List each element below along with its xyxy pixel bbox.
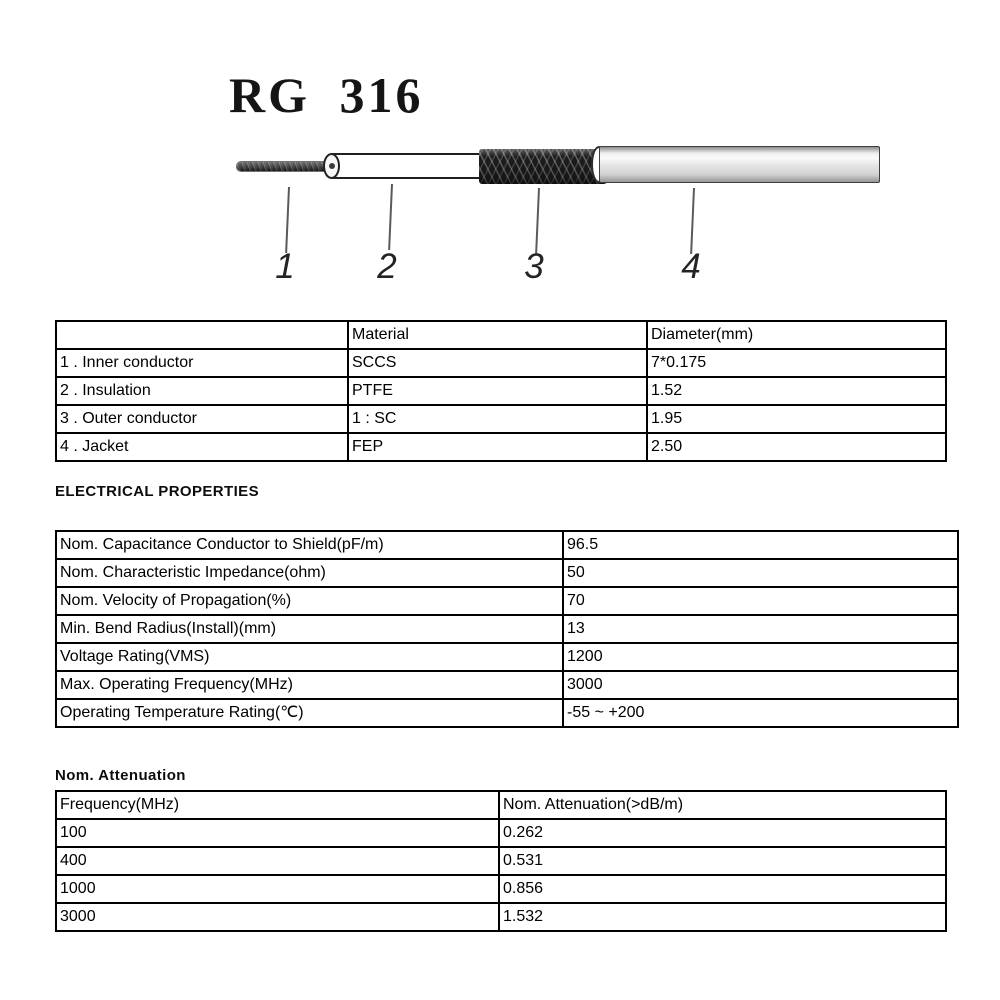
table-cell: 100 [56,819,499,847]
table-cell: SCCS [348,349,647,377]
table-row [56,847,946,875]
table-cell: 70 [563,587,958,615]
table-row [56,643,958,671]
page-title: RG 316 [229,67,424,123]
outer-conductor-braid-graphic [479,149,607,184]
construction-table [55,320,947,462]
callout-line-3 [535,188,540,254]
table-cell: 1 . Inner conductor [56,349,348,377]
table-cell: -55 ~ +200 [563,699,958,727]
table-cell: 0.262 [499,819,946,847]
table-row [56,433,946,461]
table-row [56,615,958,643]
table-cell: Diameter(mm) [647,321,946,349]
table-cell: Nom. Capacitance Conductor to Shield(pF/m) [56,531,563,559]
table-cell: 3000 [56,903,499,931]
table-cell: Max. Operating Frequency(MHz) [56,671,563,699]
callout-line-1 [285,187,290,253]
table-cell: 1.532 [499,903,946,931]
table-row [56,903,946,931]
attenuation-table [55,790,947,932]
callout-number-3: 3 [524,247,544,286]
table-row [56,699,958,727]
table-cell: Frequency(MHz) [56,791,499,819]
table-cell: 4 . Jacket [56,433,348,461]
table-header-row [56,321,946,349]
table-row [56,559,958,587]
table-cell: 1000 [56,875,499,903]
table-cell: 2 . Insulation [56,377,348,405]
callout-number-4: 4 [681,247,701,286]
table-header-row [56,791,946,819]
table-cell: 2.50 [647,433,946,461]
table-cell: 96.5 [563,531,958,559]
table-cell: 0.531 [499,847,946,875]
callout-line-4 [690,188,695,254]
table-cell: 3000 [563,671,958,699]
table-cell: Material [348,321,647,349]
table-cell: Voltage Rating(VMS) [56,643,563,671]
table-cell: 1.52 [647,377,946,405]
insulation-graphic [330,153,483,179]
table-row [56,377,946,405]
table-cell: 0.856 [499,875,946,903]
table-cell: Operating Temperature Rating(℃) [56,699,563,727]
electrical-properties-table [55,530,959,728]
callout-number-1: 1 [275,247,295,286]
table-cell: FEP [348,433,647,461]
table-cell: Nom. Velocity of Propagation(%) [56,587,563,615]
attenuation-heading: Nom. Attenuation [55,767,186,784]
table-row [56,405,946,433]
callout-line-2 [388,184,393,250]
callout-number-2: 2 [377,247,397,286]
table-cell: Nom. Attenuation(>dB/m) [499,791,946,819]
table-row [56,349,946,377]
table-row [56,875,946,903]
electrical-properties-heading: ELECTRICAL PROPERTIES [55,483,259,500]
table-cell: 1 : SC [348,405,647,433]
table-row [56,819,946,847]
table-row [56,587,958,615]
inner-conductor-graphic [237,162,331,171]
table-cell: 13 [563,615,958,643]
jacket-graphic [599,146,880,183]
table-cell: 7*0.175 [647,349,946,377]
table-cell: 400 [56,847,499,875]
conductor-cross-section-dot [329,163,335,169]
table-cell: 3 . Outer conductor [56,405,348,433]
cable-diagram [0,0,1000,300]
table-cell: Min. Bend Radius(Install)(mm) [56,615,563,643]
table-row [56,531,958,559]
table-cell: 1200 [563,643,958,671]
table-cell: PTFE [348,377,647,405]
table-row [56,671,958,699]
table-cell: 50 [563,559,958,587]
table-cell [56,321,348,349]
table-cell: Nom. Characteristic Impedance(ohm) [56,559,563,587]
table-cell: 1.95 [647,405,946,433]
